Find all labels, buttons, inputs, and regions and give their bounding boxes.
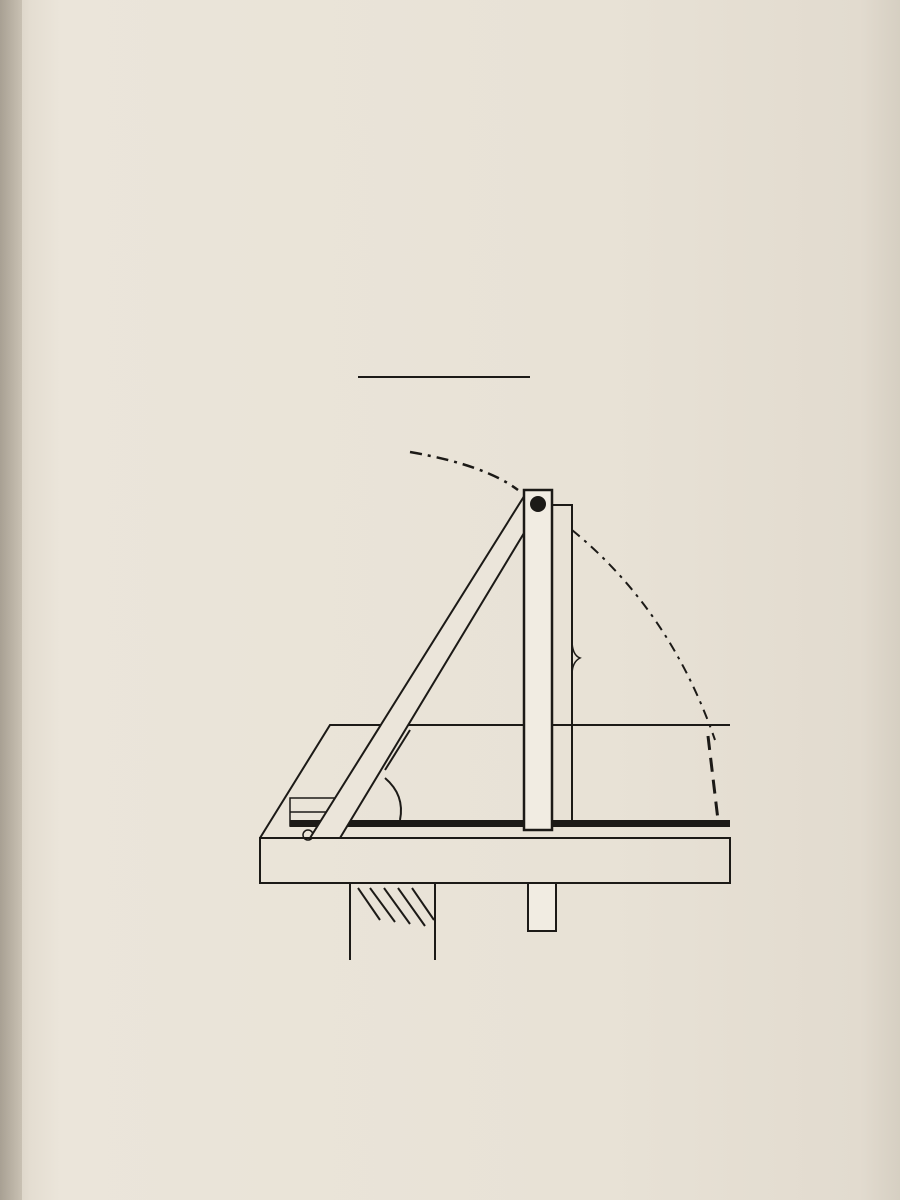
fraction-bar: [358, 376, 530, 378]
lower-scale-box: [528, 883, 556, 931]
vertical-scale: [524, 490, 552, 830]
unit-circle-arc-top: [410, 452, 518, 490]
sin-brace: [572, 535, 580, 820]
figure-sine-device: [250, 440, 750, 960]
support-hatch: [350, 883, 435, 960]
unit-circle-arc-right: [572, 530, 715, 740]
unit-circle-arc-bottom: [708, 736, 718, 820]
board-front: [260, 838, 730, 883]
page-edge-shadow: [0, 0, 22, 1200]
scale-side-rail: [552, 505, 572, 825]
board-base-rail: [290, 820, 730, 827]
angle-arc: [385, 778, 401, 820]
pivot-pin: [530, 496, 546, 512]
formula-cosine-fraction: [278, 350, 558, 410]
figure-caption: [250, 968, 760, 1014]
rotating-arm: [310, 490, 550, 838]
